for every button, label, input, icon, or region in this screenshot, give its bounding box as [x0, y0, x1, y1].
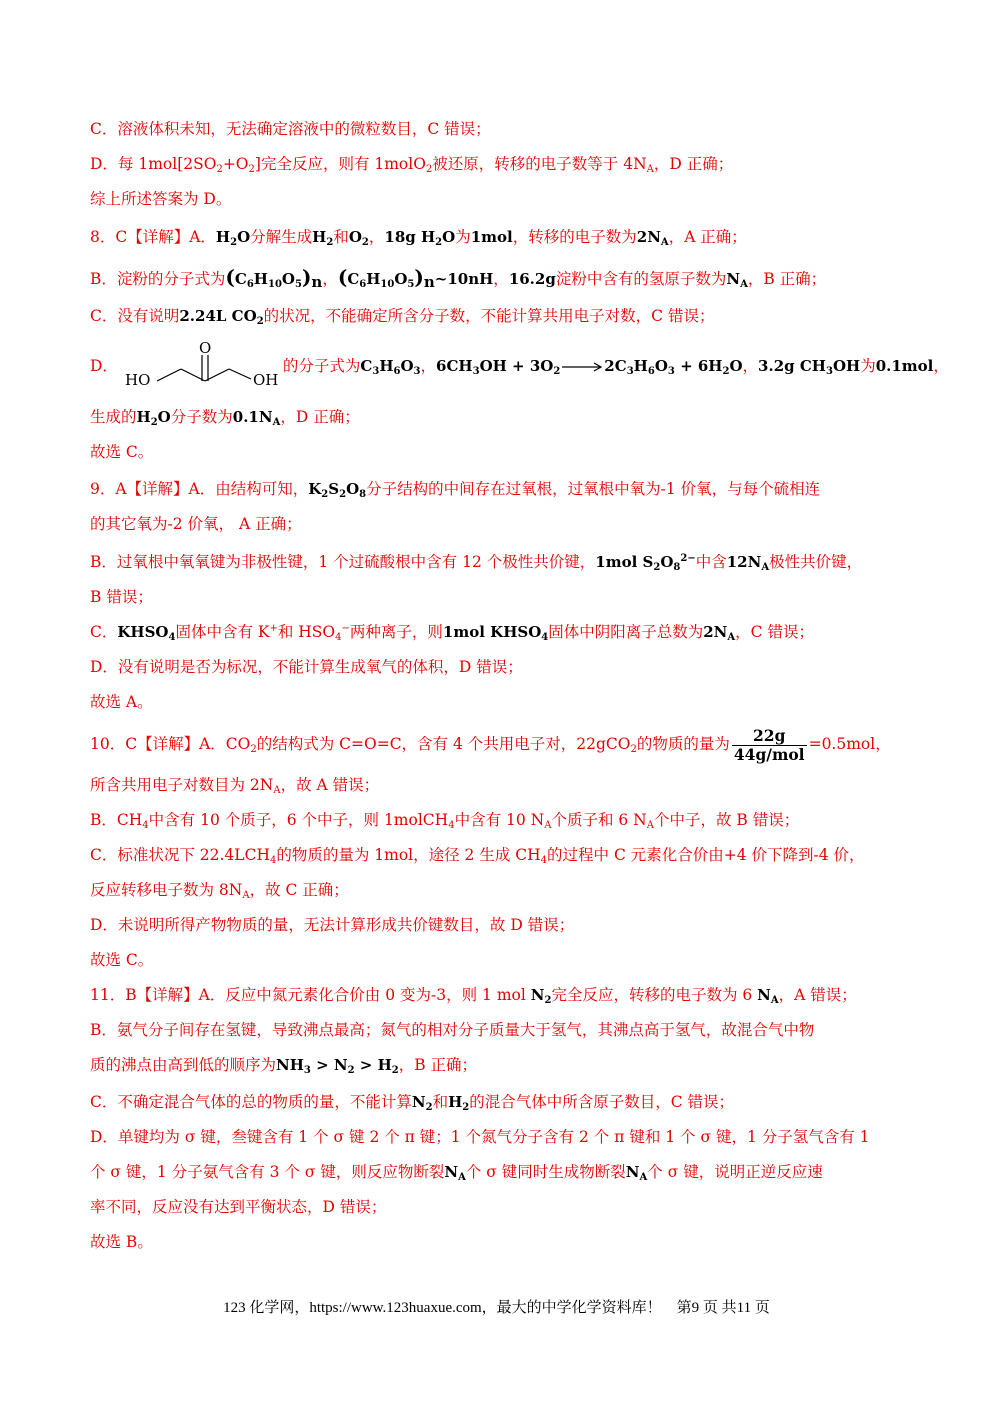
dihydroxyacetone-structure	[123, 341, 283, 393]
text-line: 故选 B。	[90, 1233, 153, 1251]
question-8-line-c: C．没有说明2.24L $CO_2$的状况，不能确定所含分子数，不能计算共用电子对数，C 错误；	[90, 307, 715, 327]
reaction-arrow-icon	[560, 362, 604, 372]
text-line: B．氨气分子间存在氢键，导致沸点最高；氮气的相对分子质量大于氢气，其沸点高于氢气，故混合气中物	[90, 1021, 815, 1039]
text-line: B 错误；	[90, 588, 153, 606]
svg-text:OH: OH	[252, 371, 279, 389]
question-8-line-b: B．淀粉的分子式为$(C_6H_{10}O_5)_n$，$(C_6H_{10}O_5)_n\sim 10nH$，16.2g淀粉中含有的氢原子数为$N_A$，B 正确；	[90, 265, 827, 291]
question-9-line-c: B．过氧根中氧氧键为非极性键，1 个过硫酸根中含有 12 个极性共价键，1mol $S_2O_8^{2-}$中含$12N_A$极性共价键，	[90, 553, 863, 573]
question-9-line-a: 9．A【详解】A．由结构可知，$K_2S_2O_8$分子结构的中间存在过氧根，过氧根中氧为-1 价氧，与每个硫相连	[90, 480, 821, 500]
question-9-line-e: C．$KHSO_4$固体中含有 K+和 $HSO_4^-$两种离子，则1mol $KHSO_4$固体中阴阳离子总数为$2N_A$，C 错误；	[90, 623, 814, 643]
question-10-line-a: 10．C【详解】A．$CO_2$的结构式为 C=O=C，含有 4 个共用电子对，22gCO$_2$的物质的量为 $\frac{22g}{\text{44g/mol}}$ =0.5mol，	[90, 726, 891, 764]
text-line: 所含共用电子对数目为 $2N_A$，故 A 错误；	[90, 776, 380, 796]
text-line: D．单键均为 σ 键，叁键含有 1 个 σ 键 2 个 π 键；1 个氮气分子含有 2 个 π 键和 1 个 σ 键，1 分子氢气含有 1	[90, 1128, 870, 1146]
question-8-line-d: D． HO OH O 的分子式为$C_3H_6O_3$，$6CH_3OH + 3O_2$ $2C_3H_6O_3 + 6H_2O$，3.2g $CH_3OH$为0.1mol，	[90, 336, 920, 396]
molar-fraction: $\frac{22g}{\text{44g/mol}}$	[733, 726, 805, 764]
text-line: 反应转移电子数为 $8N_A$，故 C 正确；	[90, 881, 349, 901]
text-line: 故选 C。	[90, 443, 154, 461]
svg-text:O: O	[198, 341, 212, 357]
question-11-line-d: C．不确定混合气体的总的物质的量，不能计算$N_2$和$H_2$的混合气体中所含原子数目，C 错误；	[90, 1093, 735, 1113]
page-footer: 123 化学网，https://www.123huaxue.com，最大的中学化学资料库！ 第9 页 共11 页	[223, 1300, 770, 1316]
text-line: 故选 C。	[90, 951, 154, 969]
text-line: C．标准状况下 $22.4LCH_4$的物质的量为 1mol，途径 2 生成 $CH_4$的过程中 C 元素化合价由+4 价下降到-4 价，	[90, 846, 865, 866]
text-line: 的其它氧为-2 价氧， A 正确；	[90, 515, 302, 533]
svg-text:HO: HO	[124, 371, 151, 389]
text-line: 故选 A。	[90, 693, 153, 711]
question-11-line-c: 质的沸点由高到低的顺序为$NH_3 > N_2 > H_2$，B 正确；	[90, 1056, 478, 1076]
question-8-line-a: 8．C【详解】A．$H_2O$分解生成$H_2$和$O_2$，18g $H_2O$为1mol，转移的电子数为$2N_A$，A 正确；	[90, 228, 747, 248]
question-11-line-a: 11．B【详解】A．反应中氮元素化合价由 0 变为-3，则 1 mol $N_2$完全反应，转移的电子数为 6 $N_A$，A 错误；	[90, 986, 857, 1006]
text-line: B．$CH_4$中含有 10 个质子，6 个中子，则 1molCH$_4$中含有 10 $N_A$个质子和 6 $N_A$个中子，故 B 错误；	[90, 811, 800, 831]
text-line: D．每 $1mol[2SO_2+O_2]$完全反应，则有 1molO$_2$被还原，转移的电子数等于 $4N_A$，D 正确；	[90, 155, 734, 175]
text-line: 综上所述答案为 D。	[90, 190, 232, 208]
question-8-line-e: 生成的$H_2O$分子数为$0.1N_A$，D 正确；	[90, 408, 360, 428]
question-11-line-f: 个 σ 键，1 分子氨气含有 3 个 σ 键，则反应物断裂$N_A$个 σ 键同时生成物断裂$N_A$个 σ 键，说明正逆反应速	[90, 1163, 823, 1183]
text-line: C．溶液体积未知，无法确定溶液中的微粒数目，C 错误；	[90, 120, 491, 138]
text-line: 率不同，反应没有达到平衡状态，D 错误；	[90, 1198, 387, 1216]
answer-content	[90, 112, 949, 1260]
text-line: D．没有说明是否为标况，不能计算生成氧气的体积，D 错误；	[90, 658, 523, 676]
text-line: D．未说明所得产物物质的量，无法计算形成共价键数目，故 D 错误；	[90, 916, 575, 934]
